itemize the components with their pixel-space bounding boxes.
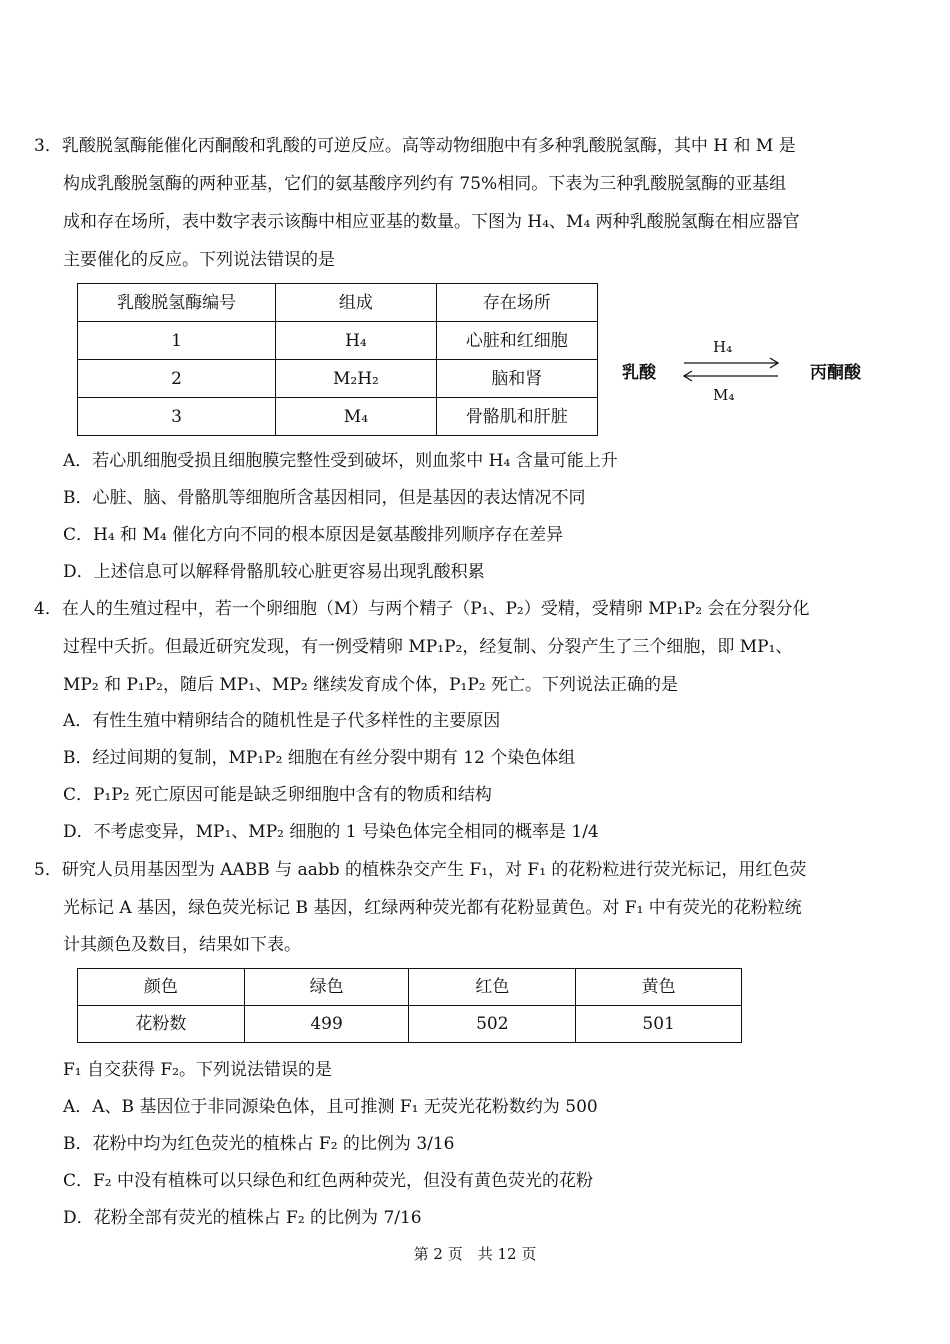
q5-option-a: A．A、B 基因位于非同源染色体，且可推测 F₁ 无荧光花粉数约为 500: [63, 1097, 598, 1117]
q5-stem-line-1: 5．研究人员用基因型为 AABB 与 aabb 的植株杂交产生 F₁，对 F₁ 的花粉粒进行荧光标记，用红色荧: [34, 860, 807, 880]
table-row: [78, 360, 598, 398]
q3-enzyme-table: [77, 283, 598, 436]
q3-reaction-diagram: [620, 336, 880, 412]
q3-option-b: B．心脏、脑、骨骼肌等细胞所含基因相同，但是基因的表达情况不同: [63, 488, 586, 508]
page-footer: 第 2 页 共 12 页: [413, 1245, 537, 1263]
q3-header-number: 乳酸脱氢酶编号: [78, 284, 276, 322]
q3-header-location: 存在场所: [436, 284, 597, 322]
reversible-arrow-icon: [680, 356, 784, 384]
table-row: [78, 398, 598, 436]
q3-option-c: C．H₄ 和 M₄ 催化方向不同的根本原因是氨基酸排列顺序存在差异: [63, 525, 564, 545]
q5-after-table: F₁ 自交获得 F₂。下列说法错误的是: [63, 1060, 333, 1080]
q3-row1-composition: H₄: [276, 322, 436, 360]
q5-row-label: 花粉数: [78, 1006, 245, 1043]
q5-header-yellow: 黄色: [576, 969, 742, 1006]
q5-header-green: 绿色: [244, 969, 409, 1006]
reaction-forward-enzyme: H₄: [713, 338, 733, 356]
q3-stem-line-2: 构成乳酸脱氢酶的两种亚基，它们的氨基酸序列约有 75%相同。下表为三种乳酸脱氢酶的亚基组: [63, 174, 787, 194]
table-row: [78, 322, 598, 360]
q3-option-a: A．若心肌细胞受损且细胞膜完整性受到破坏，则血浆中 H₄ 含量可能上升: [63, 451, 618, 471]
table-row: [78, 1006, 742, 1043]
q3-row3-location: 骨骼肌和肝脏: [436, 398, 597, 436]
q5-stem-line-2: 光标记 A 基因，绿色荧光标记 B 基因，红绿两种荧光都有花粉显黄色。对 F₁ 中有荧光的花粉粒统: [63, 898, 802, 918]
q4-option-d: D．不考虑变异，MP₁、MP₂ 细胞的 1 号染色体完全相同的概率是 1/4: [63, 822, 599, 842]
q3-row1-location: 心脏和红细胞: [436, 322, 597, 360]
q3-row1-number: 1: [78, 322, 276, 360]
q5-option-b: B．花粉中均为红色荧光的植株占 F₂ 的比例为 3/16: [63, 1134, 455, 1154]
q4-stem-line-2: 过程中夭折。但最近研究发现，有一例受精卵 MP₁P₂，经复制、分裂产生了三个细胞，即 MP₁、: [63, 637, 793, 657]
q5-header-red: 红色: [409, 969, 576, 1006]
q3-row2-composition: M₂H₂: [276, 360, 436, 398]
q3-header-composition: 组成: [276, 284, 436, 322]
q5-header-color: 颜色: [78, 969, 245, 1006]
reaction-left-label: 乳酸: [622, 363, 656, 383]
q4-stem-line-1: 4．在人的生殖过程中，若一个卵细胞（M）与两个精子（P₁、P₂）受精，受精卵 MP₁P₂ 会在分裂分化: [34, 599, 810, 619]
q4-option-a: A．有性生殖中精卵结合的随机性是子代多样性的主要原因: [63, 711, 501, 731]
q4-option-c: C．P₁P₂ 死亡原因可能是缺乏卵细胞中含有的物质和结构: [63, 785, 492, 805]
q3-row3-number: 3: [78, 398, 276, 436]
q3-stem-line-4: 主要催化的反应。下列说法错误的是: [63, 250, 335, 270]
q5-red-count: 502: [409, 1006, 576, 1043]
q3-row3-composition: M₄: [276, 398, 436, 436]
q4-option-b: B．经过间期的复制，MP₁P₂ 细胞在有丝分裂中期有 12 个染色体组: [63, 748, 576, 768]
q5-option-c: C．F₂ 中没有植株可以只绿色和红色两种荧光，但没有黄色荧光的花粉: [63, 1171, 594, 1191]
reaction-right-label: 丙酮酸: [810, 363, 861, 383]
q3-row2-number: 2: [78, 360, 276, 398]
q3-row2-location: 脑和肾: [436, 360, 597, 398]
reaction-reverse-enzyme: M₄: [713, 386, 735, 404]
q3-stem-line-3: 成和存在场所，表中数字表示该酶中相应亚基的数量。下图为 H₄、M₄ 两种乳酸脱氢酶在相应器官: [63, 212, 800, 232]
q5-option-d: D．花粉全部有荧光的植株占 F₂ 的比例为 7/16: [63, 1208, 422, 1228]
q4-stem-line-3: MP₂ 和 P₁P₂，随后 MP₁、MP₂ 继续发育成个体，P₁P₂ 死亡。下列说法正确的是: [63, 675, 679, 695]
q5-pollen-table: [77, 968, 742, 1043]
q5-yellow-count: 501: [576, 1006, 742, 1043]
q3-stem-line-1: 3．乳酸脱氢酶能催化丙酮酸和乳酸的可逆反应。高等动物细胞中有多种乳酸脱氢酶，其中 H 和 M 是: [34, 136, 796, 156]
q3-option-d: D．上述信息可以解释骨骼肌较心脏更容易出现乳酸积累: [63, 562, 485, 582]
q5-green-count: 499: [244, 1006, 409, 1043]
q5-stem-line-3: 计其颜色及数目，结果如下表。: [63, 935, 301, 955]
